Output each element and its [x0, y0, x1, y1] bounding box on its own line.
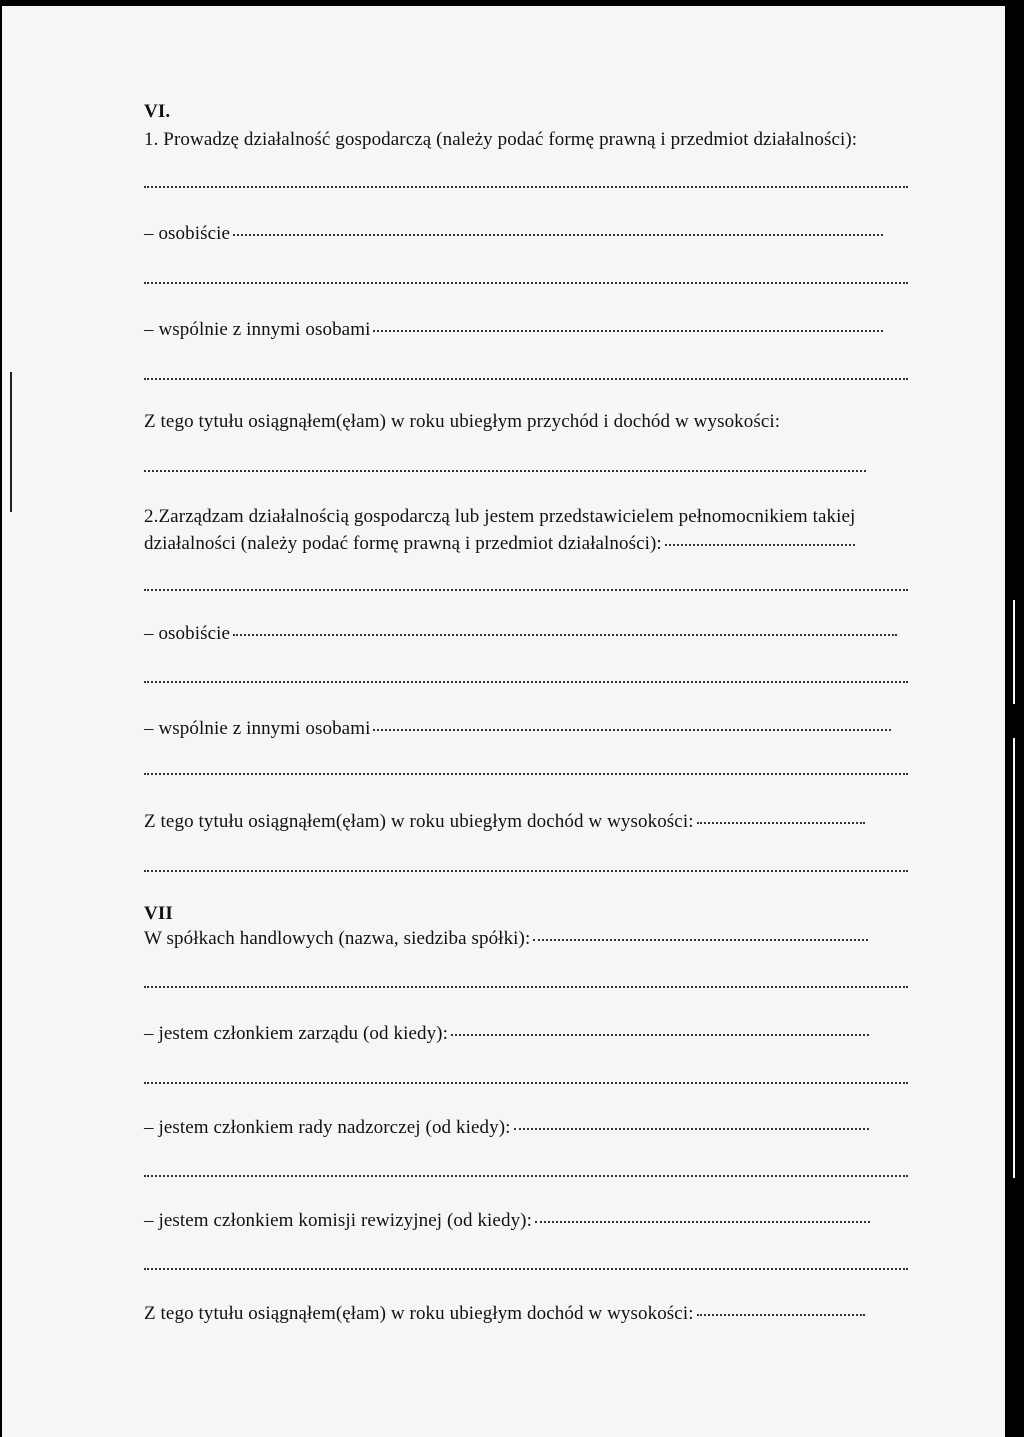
answer-line [665, 544, 855, 546]
item-1-personally [144, 222, 883, 246]
supervisory-board-label: – jestem członkiem rady nadzorczej (od kiedy): [144, 1117, 511, 1138]
answer-line [233, 634, 897, 636]
answer-line [533, 939, 868, 941]
item-1-text: 1. Prowadzę działalność gospodarczą (należy podać formę prawną i przedmiot działalności): [144, 129, 858, 150]
scan-artifact-line [1013, 600, 1015, 704]
item-2-text-line-1: 2.Zarządzam działalnością gospodarczą lub jestem przedstawicielem pełnomocnikiem takiej [144, 506, 856, 527]
answer-line [697, 822, 865, 824]
income-statement-2 [144, 810, 865, 834]
answer-line [144, 1175, 908, 1177]
audit-committee-member [144, 1209, 870, 1233]
jointly-label: – wspólnie z innymi osobami [144, 319, 371, 340]
answer-line [144, 1082, 908, 1084]
income-statement-2-label: Z tego tytułu osiągnąłem(ęłam) w roku ubiegłym dochód w wysokości: [144, 811, 694, 832]
income-statement-1: Z tego tytułu osiągnąłem(ęłam) w roku ubiegłym przychód i dochód w wysokości: [144, 411, 781, 432]
item-2-personally [144, 622, 897, 646]
answer-line [451, 1034, 869, 1036]
scan-edge [1005, 0, 1024, 1437]
item-2-text-line-2 [144, 532, 855, 556]
board-member [144, 1022, 869, 1046]
answer-line [373, 330, 883, 332]
answer-line [144, 681, 908, 683]
answer-line [144, 282, 908, 284]
answer-line [144, 378, 908, 380]
scan-artifact-line [1013, 738, 1015, 1178]
board-member-label: – jestem członkiem zarządu (od kiedy): [144, 1023, 448, 1044]
supervisory-board-member [144, 1116, 869, 1140]
answer-line [233, 234, 883, 236]
personally-label: – osobiście [144, 623, 231, 644]
answer-line [535, 1221, 870, 1223]
answer-line [373, 729, 891, 731]
answer-line [144, 470, 866, 472]
personally-label: – osobiście [144, 223, 231, 244]
answer-line [514, 1128, 869, 1130]
section-7-heading: VII [144, 903, 173, 924]
answer-line [144, 589, 908, 591]
answer-line [144, 986, 908, 988]
item-2-jointly [144, 717, 891, 741]
answer-line [144, 773, 908, 775]
jointly-label: – wspólnie z innymi osobami [144, 718, 371, 739]
income-statement-3-label: Z tego tytułu osiągnąłem(ęłam) w roku ubiegłym dochód w wysokości: [144, 1303, 694, 1324]
item-1-jointly [144, 318, 883, 342]
scan-artifact-line [10, 372, 12, 512]
answer-line [697, 1314, 865, 1316]
answer-line [144, 186, 908, 188]
answer-line [144, 870, 908, 872]
audit-committee-label: – jestem członkiem komisji rewizyjnej (od kiedy): [144, 1210, 532, 1231]
item-2-text-line-2-label: działalności (należy podać formę prawną i przedmiot działalności): [144, 533, 662, 554]
income-statement-3 [144, 1302, 865, 1326]
section-6-heading: VI. [144, 101, 171, 122]
companies-intro [144, 927, 868, 951]
companies-intro-label: W spółkach handlowych (nazwa, siedziba spółki): [144, 928, 531, 949]
answer-line [144, 1268, 908, 1270]
